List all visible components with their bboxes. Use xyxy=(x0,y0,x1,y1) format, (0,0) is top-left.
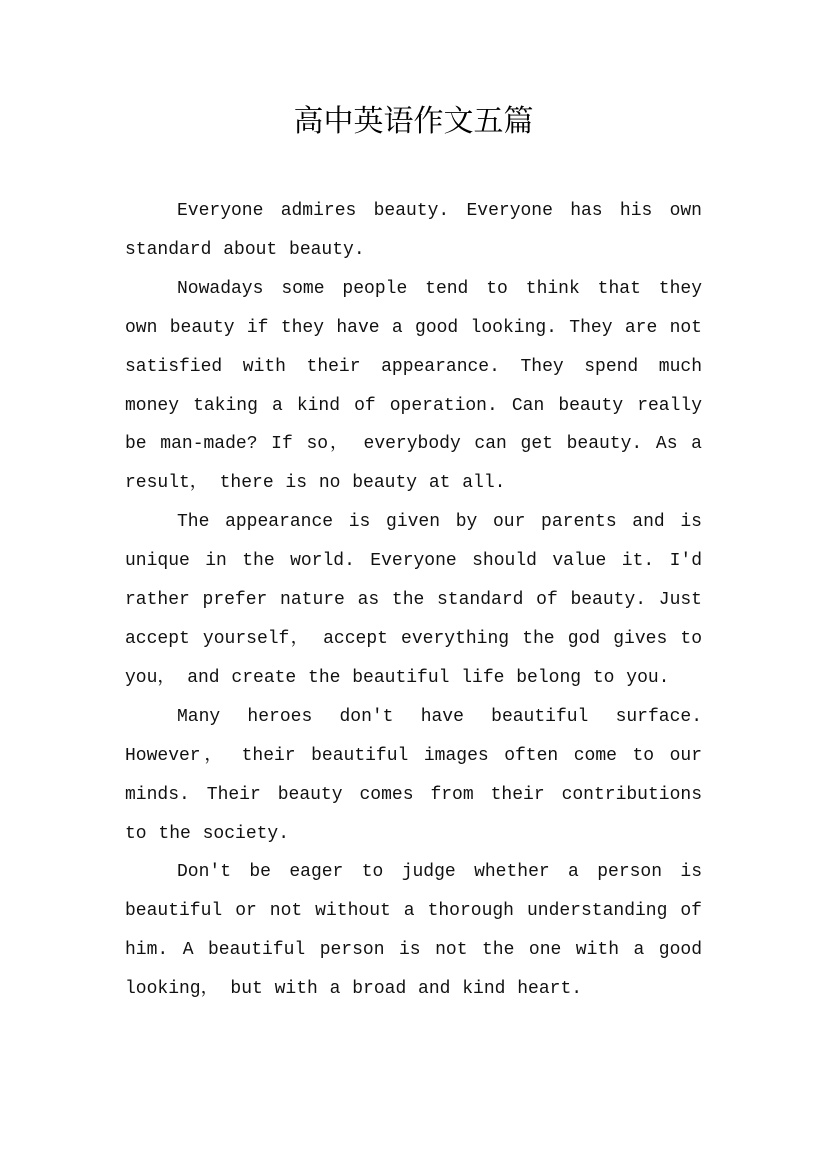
paragraph-5: Don't be eager to judge whether a person is beautiful or not without a thorough understanding of him. A beautiful person is not the one with a good looking， but with a broad and kind heart. xyxy=(125,862,702,1000)
paragraph-1: Everyone admires beauty. Everyone has his own standard about beauty. xyxy=(125,201,702,260)
document-title: 高中英语作文五篇 xyxy=(293,104,534,139)
paragraph-4: Many heroes don't have beautiful surface. However， their beautiful images often come to our minds. Their beauty comes from their contributions to the society. xyxy=(125,706,702,844)
essay-body xyxy=(125,192,702,1009)
paragraph-3: The appearance is given by our parents and is unique in the world. Everyone should value it. I'd rather prefer nature as the standard of beauty. Just accept yourself， accept everything the god gives to you， and create the beautiful life belong to you. xyxy=(125,512,702,688)
paragraph-2: Nowadays some people tend to think that they own beauty if they have a good looking. They are not satisfied with their appearance. They spend much money taking a kind of operation. Can beauty really be man-made? If so， everybody can get beauty. As a result， there is no beauty at all. xyxy=(125,278,702,494)
